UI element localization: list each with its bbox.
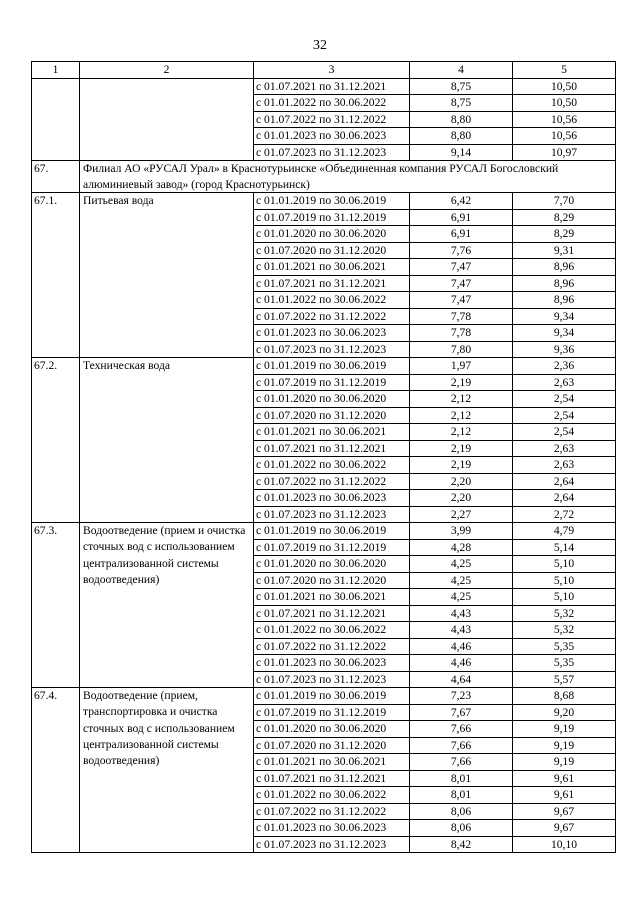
period-cell: с 01.01.2020 по 30.06.2020 xyxy=(254,721,410,738)
value-col4-cell: 3,99 xyxy=(410,523,513,540)
value-col5-cell: 10,56 xyxy=(513,128,616,145)
value-col5-cell: 10,50 xyxy=(513,95,616,112)
value-col4-cell: 7,67 xyxy=(410,704,513,721)
period-cell: с 01.07.2023 по 31.12.2023 xyxy=(254,671,410,688)
value-col5-cell: 5,35 xyxy=(513,638,616,655)
group-name: Техническая вода xyxy=(80,358,254,523)
table-row xyxy=(32,358,616,375)
value-col5-cell: 9,61 xyxy=(513,770,616,787)
value-col4-cell: 7,78 xyxy=(410,325,513,342)
value-col4-cell: 8,06 xyxy=(410,803,513,820)
period-cell: с 01.07.2020 по 31.12.2020 xyxy=(254,242,410,259)
value-col5-cell: 8,96 xyxy=(513,275,616,292)
value-col4-cell: 2,19 xyxy=(410,374,513,391)
value-col5-cell: 2,72 xyxy=(513,506,616,523)
value-col5-cell: 8,96 xyxy=(513,259,616,276)
period-cell: с 01.07.2019 по 31.12.2019 xyxy=(254,209,410,226)
value-col4-cell: 7,66 xyxy=(410,754,513,771)
value-col5-cell: 2,63 xyxy=(513,457,616,474)
continuation-number-cell xyxy=(32,78,80,161)
period-cell: с 01.07.2021 по 31.12.2021 xyxy=(254,78,410,95)
value-col4-cell: 4,46 xyxy=(410,655,513,672)
value-col4-cell: 2,20 xyxy=(410,490,513,507)
tariff-table xyxy=(31,61,616,853)
period-cell: с 01.01.2021 по 30.06.2021 xyxy=(254,259,410,276)
value-col4-cell: 8,75 xyxy=(410,78,513,95)
value-col4-cell: 8,01 xyxy=(410,770,513,787)
header-col-1: 1 xyxy=(32,62,80,79)
value-col4-cell: 4,25 xyxy=(410,572,513,589)
value-col5-cell: 9,19 xyxy=(513,754,616,771)
value-col5-cell: 10,97 xyxy=(513,144,616,161)
period-cell: с 01.01.2019 по 30.06.2019 xyxy=(254,523,410,540)
value-col4-cell: 1,97 xyxy=(410,358,513,375)
value-col5-cell: 5,57 xyxy=(513,671,616,688)
value-col5-cell: 10,10 xyxy=(513,836,616,853)
value-col4-cell: 6,91 xyxy=(410,226,513,243)
value-col4-cell: 7,78 xyxy=(410,308,513,325)
value-col5-cell: 2,36 xyxy=(513,358,616,375)
group-number: 67.1. xyxy=(32,193,80,358)
period-cell: с 01.01.2023 по 30.06.2023 xyxy=(254,490,410,507)
period-cell: с 01.01.2023 по 30.06.2023 xyxy=(254,325,410,342)
header-col-4: 4 xyxy=(410,62,513,79)
value-col4-cell: 8,42 xyxy=(410,836,513,853)
value-col4-cell: 7,76 xyxy=(410,242,513,259)
value-col5-cell: 2,64 xyxy=(513,473,616,490)
period-cell: с 01.07.2022 по 31.12.2022 xyxy=(254,638,410,655)
table-row xyxy=(32,78,616,95)
value-col5-cell: 9,19 xyxy=(513,721,616,738)
period-cell: с 01.07.2020 по 31.12.2020 xyxy=(254,737,410,754)
period-cell: с 01.07.2021 по 31.12.2021 xyxy=(254,275,410,292)
value-col5-cell: 9,67 xyxy=(513,820,616,837)
group-number: 67.3. xyxy=(32,523,80,688)
period-cell: с 01.07.2021 по 31.12.2021 xyxy=(254,770,410,787)
header-row xyxy=(32,62,616,79)
value-col5-cell: 2,54 xyxy=(513,391,616,408)
group-name: Водоотведение (прием и очистка сточных вод с использованием централизованной системы водоотведения) xyxy=(80,523,254,688)
group-name: Водоотведение (прием, транспортировка и очистка сточных вод с использованием централизованной системы водоотведения) xyxy=(80,688,254,853)
period-cell: с 01.01.2021 по 30.06.2021 xyxy=(254,589,410,606)
period-cell: с 01.07.2022 по 31.12.2022 xyxy=(254,111,410,128)
value-col4-cell: 2,20 xyxy=(410,473,513,490)
period-cell: с 01.01.2020 по 30.06.2020 xyxy=(254,556,410,573)
value-col4-cell: 8,80 xyxy=(410,128,513,145)
value-col4-cell: 4,25 xyxy=(410,589,513,606)
value-col4-cell: 7,47 xyxy=(410,275,513,292)
table-row xyxy=(32,523,616,540)
value-col5-cell: 2,63 xyxy=(513,440,616,457)
value-col5-cell: 8,96 xyxy=(513,292,616,309)
value-col4-cell: 8,80 xyxy=(410,111,513,128)
period-cell: с 01.01.2023 по 30.06.2023 xyxy=(254,655,410,672)
value-col5-cell: 5,10 xyxy=(513,556,616,573)
period-cell: с 01.01.2020 по 30.06.2020 xyxy=(254,226,410,243)
header-col-2: 2 xyxy=(80,62,254,79)
period-cell: с 01.07.2019 по 31.12.2019 xyxy=(254,704,410,721)
value-col5-cell: 2,54 xyxy=(513,407,616,424)
period-cell: с 01.07.2023 по 31.12.2023 xyxy=(254,144,410,161)
org-number: 67. xyxy=(32,161,80,193)
page-number: 32 xyxy=(313,38,327,53)
value-col4-cell: 8,75 xyxy=(410,95,513,112)
period-cell: с 01.01.2022 по 30.06.2022 xyxy=(254,95,410,112)
value-col4-cell: 9,14 xyxy=(410,144,513,161)
period-cell: с 01.07.2023 по 31.12.2023 xyxy=(254,506,410,523)
org-row xyxy=(32,161,616,193)
table-row xyxy=(32,193,616,210)
value-col4-cell: 7,66 xyxy=(410,721,513,738)
period-cell: с 01.01.2019 по 30.06.2019 xyxy=(254,688,410,705)
period-cell: с 01.01.2019 по 30.06.2019 xyxy=(254,358,410,375)
value-col5-cell: 10,56 xyxy=(513,111,616,128)
period-cell: с 01.01.2022 по 30.06.2022 xyxy=(254,787,410,804)
period-cell: с 01.01.2023 по 30.06.2023 xyxy=(254,820,410,837)
value-col4-cell: 2,19 xyxy=(410,457,513,474)
period-cell: с 01.01.2022 по 30.06.2022 xyxy=(254,622,410,639)
value-col4-cell: 7,47 xyxy=(410,259,513,276)
value-col4-cell: 4,43 xyxy=(410,622,513,639)
period-cell: с 01.07.2019 по 31.12.2019 xyxy=(254,539,410,556)
period-cell: с 01.07.2023 по 31.12.2023 xyxy=(254,341,410,358)
group-number: 67.4. xyxy=(32,688,80,853)
value-col5-cell: 9,67 xyxy=(513,803,616,820)
value-col5-cell: 9,34 xyxy=(513,308,616,325)
value-col4-cell: 4,43 xyxy=(410,605,513,622)
table-row xyxy=(32,688,616,705)
value-col5-cell: 2,54 xyxy=(513,424,616,441)
group-number: 67.2. xyxy=(32,358,80,523)
period-cell: с 01.07.2020 по 31.12.2020 xyxy=(254,572,410,589)
value-col5-cell: 9,36 xyxy=(513,341,616,358)
value-col5-cell: 9,31 xyxy=(513,242,616,259)
period-cell: с 01.01.2022 по 30.06.2022 xyxy=(254,292,410,309)
value-col5-cell: 8,29 xyxy=(513,226,616,243)
value-col4-cell: 7,66 xyxy=(410,737,513,754)
value-col5-cell: 9,19 xyxy=(513,737,616,754)
value-col4-cell: 7,80 xyxy=(410,341,513,358)
value-col5-cell: 9,20 xyxy=(513,704,616,721)
period-cell: с 01.01.2021 по 30.06.2021 xyxy=(254,424,410,441)
value-col4-cell: 4,46 xyxy=(410,638,513,655)
value-col4-cell: 2,12 xyxy=(410,391,513,408)
value-col4-cell: 8,06 xyxy=(410,820,513,837)
value-col5-cell: 5,14 xyxy=(513,539,616,556)
period-cell: с 01.07.2022 по 31.12.2022 xyxy=(254,803,410,820)
value-col5-cell: 10,50 xyxy=(513,78,616,95)
period-cell: с 01.01.2022 по 30.06.2022 xyxy=(254,457,410,474)
value-col4-cell: 2,12 xyxy=(410,407,513,424)
value-col5-cell: 9,61 xyxy=(513,787,616,804)
org-name: Филиал АО «РУСАЛ Урал» в Краснотурьинске «Объединенная компания РУСАЛ Богословский алюминиевый завод» (город Краснотурьинск) xyxy=(80,161,616,193)
period-cell: с 01.07.2019 по 31.12.2019 xyxy=(254,374,410,391)
value-col5-cell: 5,10 xyxy=(513,589,616,606)
period-cell: с 01.07.2023 по 31.12.2023 xyxy=(254,836,410,853)
value-col5-cell: 2,63 xyxy=(513,374,616,391)
value-col4-cell: 2,12 xyxy=(410,424,513,441)
value-col5-cell: 5,32 xyxy=(513,605,616,622)
tariff-table-body xyxy=(32,62,616,853)
period-cell: с 01.07.2020 по 31.12.2020 xyxy=(254,407,410,424)
value-col4-cell: 4,28 xyxy=(410,539,513,556)
header-col-5: 5 xyxy=(513,62,616,79)
value-col4-cell: 7,23 xyxy=(410,688,513,705)
period-cell: с 01.07.2021 по 31.12.2021 xyxy=(254,605,410,622)
period-cell: с 01.07.2022 по 31.12.2022 xyxy=(254,308,410,325)
continuation-name-cell xyxy=(80,78,254,161)
value-col4-cell: 7,47 xyxy=(410,292,513,309)
value-col4-cell: 4,25 xyxy=(410,556,513,573)
value-col4-cell: 4,64 xyxy=(410,671,513,688)
value-col5-cell: 9,34 xyxy=(513,325,616,342)
period-cell: с 01.07.2022 по 31.12.2022 xyxy=(254,473,410,490)
value-col4-cell: 8,01 xyxy=(410,787,513,804)
period-cell: с 01.01.2023 по 30.06.2023 xyxy=(254,128,410,145)
value-col5-cell: 5,32 xyxy=(513,622,616,639)
period-cell: с 01.01.2020 по 30.06.2020 xyxy=(254,391,410,408)
value-col4-cell: 6,42 xyxy=(410,193,513,210)
header-col-3: 3 xyxy=(254,62,410,79)
value-col5-cell: 7,70 xyxy=(513,193,616,210)
value-col5-cell: 5,35 xyxy=(513,655,616,672)
value-col4-cell: 2,19 xyxy=(410,440,513,457)
period-cell: с 01.07.2021 по 31.12.2021 xyxy=(254,440,410,457)
period-cell: с 01.01.2021 по 30.06.2021 xyxy=(254,754,410,771)
group-name: Питьевая вода xyxy=(80,193,254,358)
value-col5-cell: 2,64 xyxy=(513,490,616,507)
value-col5-cell: 5,10 xyxy=(513,572,616,589)
value-col4-cell: 2,27 xyxy=(410,506,513,523)
period-cell: с 01.01.2019 по 30.06.2019 xyxy=(254,193,410,210)
value-col4-cell: 6,91 xyxy=(410,209,513,226)
value-col5-cell: 8,68 xyxy=(513,688,616,705)
value-col5-cell: 4,79 xyxy=(513,523,616,540)
value-col5-cell: 8,29 xyxy=(513,209,616,226)
